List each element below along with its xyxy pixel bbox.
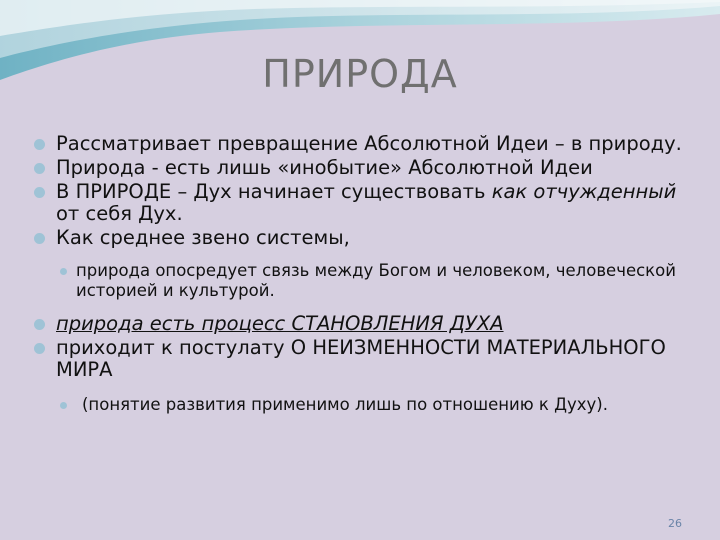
slide-title: ПРИРОДА <box>262 52 458 96</box>
sub-bullet-text: (понятие развития применимо лишь по отношению к Духу). <box>82 395 608 414</box>
sub-bullet-dot-icon <box>60 402 67 409</box>
bullet-dot-icon <box>34 319 45 330</box>
page-number: 26 <box>668 517 682 530</box>
bullet-text: Рассматривает превращение Абсолютной Идеи – в природу. <box>56 132 682 155</box>
bullet-item-3 <box>34 181 694 225</box>
bullet-dot-icon <box>34 343 45 354</box>
bullet-text-pre: В ПРИРОДЕ – Дух начинает существовать <box>56 180 492 203</box>
bullet-item-6 <box>34 337 694 381</box>
bullet-list <box>34 133 694 427</box>
bullet-item-2 <box>34 157 694 179</box>
bullet-text: приходит к постулату О НЕИЗМЕННОСТИ МАТЕРИАЛЬНОГО МИРА <box>56 336 666 381</box>
sub-bullet-dot-icon <box>60 268 67 275</box>
bullet-item-4 <box>34 227 694 249</box>
sub-bullet-text: природа опосредует связь между Богом и человеком, человеческой историей и культурой. <box>76 261 676 300</box>
bullet-text-emphasis: как отчужденный <box>491 180 677 203</box>
bullet-dot-icon <box>34 187 45 198</box>
sub-bullet-item-2 <box>34 395 694 415</box>
bullet-text: Природа - есть лишь «инобытие» Абсолютной Идеи <box>56 156 593 179</box>
bullet-text: Как среднее звено системы, <box>56 226 350 249</box>
bullet-item-1 <box>34 133 694 155</box>
sub-bullet-item-1 <box>34 261 694 301</box>
bullet-item-5 <box>34 313 694 335</box>
bullet-text-post: от себя Дух. <box>56 202 183 225</box>
bullet-text: природа есть процесс СТАНОВЛЕНИЯ ДУХА <box>56 312 504 335</box>
bullet-dot-icon <box>34 233 45 244</box>
bullet-dot-icon <box>34 163 45 174</box>
bullet-dot-icon <box>34 139 45 150</box>
